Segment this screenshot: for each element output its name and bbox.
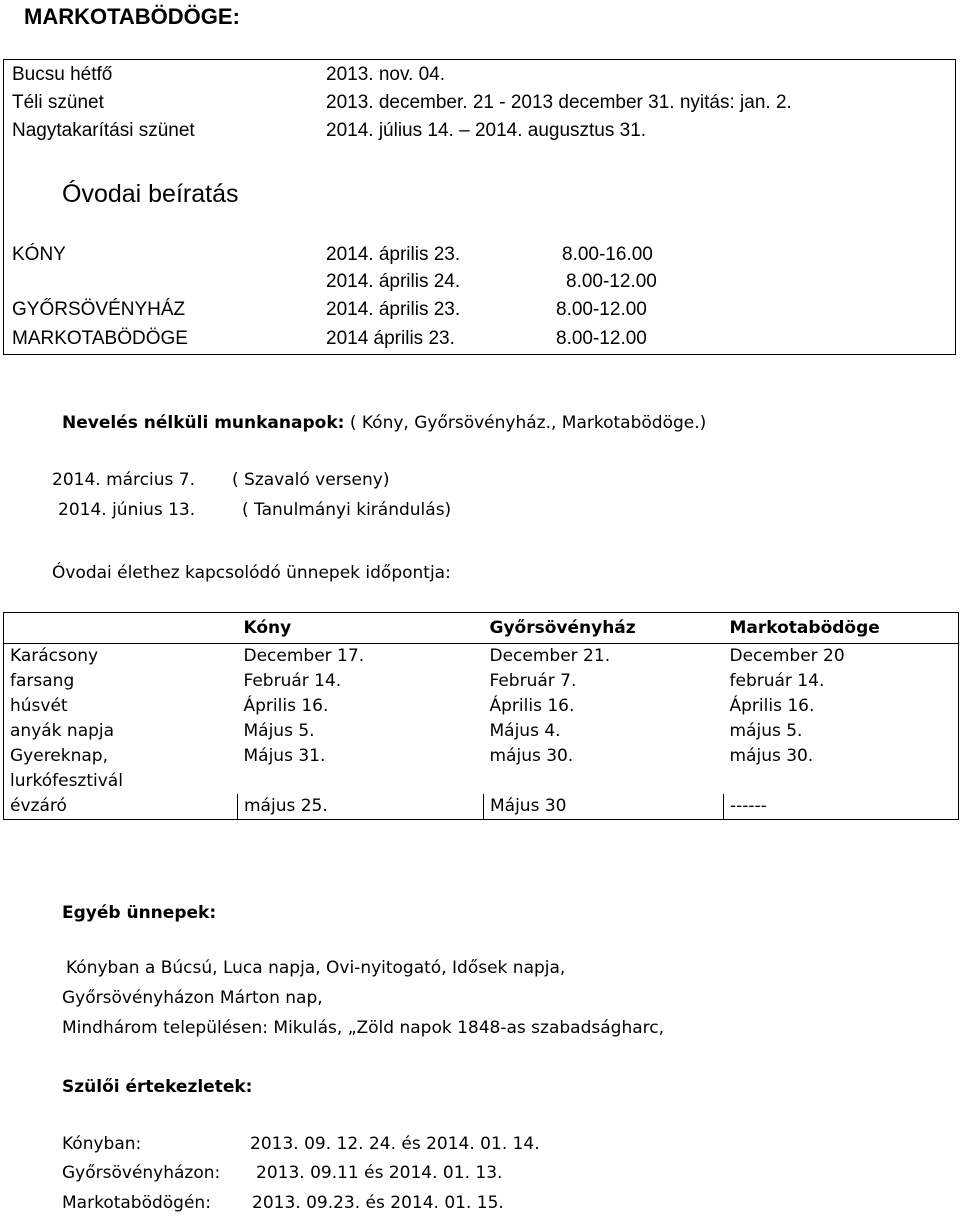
table-row [4, 669, 959, 694]
header-cell: Markotabödöge [724, 613, 959, 644]
holiday-name: farsang [4, 669, 238, 694]
holiday-name-line2: lurkófesztivál [10, 771, 123, 791]
holiday-gyor: December 21. [489, 646, 611, 666]
holiday-marko: ------ [724, 794, 959, 820]
holiday-gyor: Április 16. [489, 696, 575, 716]
meeting-place: Kónyban: [62, 1134, 142, 1154]
meeting-dates: 2013. 09.23. és 2014. 01. 15. [252, 1193, 504, 1213]
holiday-gyor: Május 4. [489, 721, 561, 741]
enrollment-time: 8.00-12.00 [566, 271, 657, 292]
closure-value: 2013. december. 21 - 2013 december 31. nyitás: jan. 2. [326, 92, 792, 113]
holiday-kony: Április 16. [243, 696, 329, 716]
workday-date: 2014. március 7. [52, 470, 195, 490]
enrollment-place: MARKOTABÖDÖGE [12, 328, 188, 349]
closure-label: Bucsu hétfő [12, 64, 113, 85]
enrollment-place: KÓNY [12, 244, 66, 265]
holiday-kony: December 17. [243, 646, 365, 666]
enrollment-time: 8.00-12.00 [556, 328, 647, 349]
enrollment-time: 8.00-16.00 [562, 244, 653, 265]
enrollment-heading: Óvodai beíratás [62, 180, 239, 208]
workday-date: 2014. június 13. [58, 500, 196, 520]
holiday-name: húsvét [4, 694, 238, 719]
other-line: Kónyban a Búcsú, Luca napja, Ovi-nyitogató, Idősek napja, [66, 958, 566, 978]
holiday-marko: December 20 [724, 644, 959, 670]
holiday-marko: Április 16. [724, 694, 959, 719]
holiday-name-cell [4, 744, 238, 794]
table-row [4, 694, 959, 719]
enrollment-place: GYŐRSÖVÉNYHÁZ [12, 299, 186, 320]
workdays-heading: Nevelés nélküli munkanapok: [62, 413, 345, 433]
holiday-gyor: május 30. [489, 746, 574, 766]
enrollment-date: 2014. április 24. [326, 271, 461, 292]
enrollment-time: 8.00-12.00 [556, 299, 647, 320]
holidays-table [3, 612, 959, 820]
header-cell: Kóny [238, 613, 484, 644]
holiday-kony: Február 14. [243, 671, 342, 691]
table-row [4, 644, 959, 670]
holidays-heading: Óvodai élethez kapcsolódó ünnepek időpontja: [52, 563, 451, 583]
header-cell: Győrsövényház [484, 613, 724, 644]
meeting-dates: 2013. 09. 12. 24. és 2014. 01. 14. [250, 1134, 540, 1154]
holiday-kony: Május 5. [243, 721, 315, 741]
meetings-heading: Szülői értekezletek: [62, 1077, 253, 1097]
holiday-marko: május 30. [724, 744, 959, 794]
enrollment-date: 2014 április 23. [326, 328, 455, 349]
workday-note: ( Tanulmányi kirándulás) [242, 500, 452, 520]
holiday-name: anyák napja [4, 719, 238, 744]
meeting-dates: 2013. 09.11 és 2014. 01. 13. [256, 1163, 503, 1183]
holiday-marko: február 14. [724, 669, 959, 694]
holiday-name: Gyereknap, [10, 746, 108, 766]
meeting-place: Győrsövényházon: [62, 1163, 221, 1183]
other-line: Győrsövényházon Márton nap, [62, 988, 323, 1008]
holiday-gyor: Május 30 [484, 794, 724, 820]
workday-note: ( Szavaló verseny) [232, 470, 390, 490]
holiday-marko: május 5. [724, 719, 959, 744]
table-row [4, 794, 959, 820]
enrollment-date: 2014. április 23. [326, 244, 461, 265]
workdays-places: ( Kóny, Győrsövényház., Markotabödöge.) [349, 413, 707, 433]
page-title: MARKOTABÖDÖGE: [24, 4, 240, 29]
closure-value: 2013. nov. 04. [326, 64, 446, 85]
table-header-row [4, 613, 959, 644]
holiday-kony: május 25. [238, 794, 484, 820]
holiday-name: Karácsony [4, 644, 238, 670]
table-row [4, 719, 959, 744]
holiday-kony: Május 31. [243, 746, 326, 766]
other-line: Mindhárom településen: Mikulás, „Zöld napok 1848-as szabadságharc, [62, 1018, 664, 1038]
workdays-section [62, 413, 706, 433]
header-cell [4, 613, 238, 644]
holiday-gyor: Február 7. [489, 671, 577, 691]
enrollment-date: 2014. április 23. [326, 299, 461, 320]
holiday-name: évzáró [4, 794, 238, 820]
closure-label: Téli szünet [12, 92, 104, 113]
meeting-place: Markotabödögén: [62, 1193, 211, 1213]
closure-label: Nagytakarítási szünet [12, 120, 195, 141]
closure-value: 2014. július 14. – 2014. augusztus 31. [326, 120, 647, 141]
table-row [4, 744, 959, 794]
other-heading: Egyéb ünnepek: [62, 903, 217, 923]
